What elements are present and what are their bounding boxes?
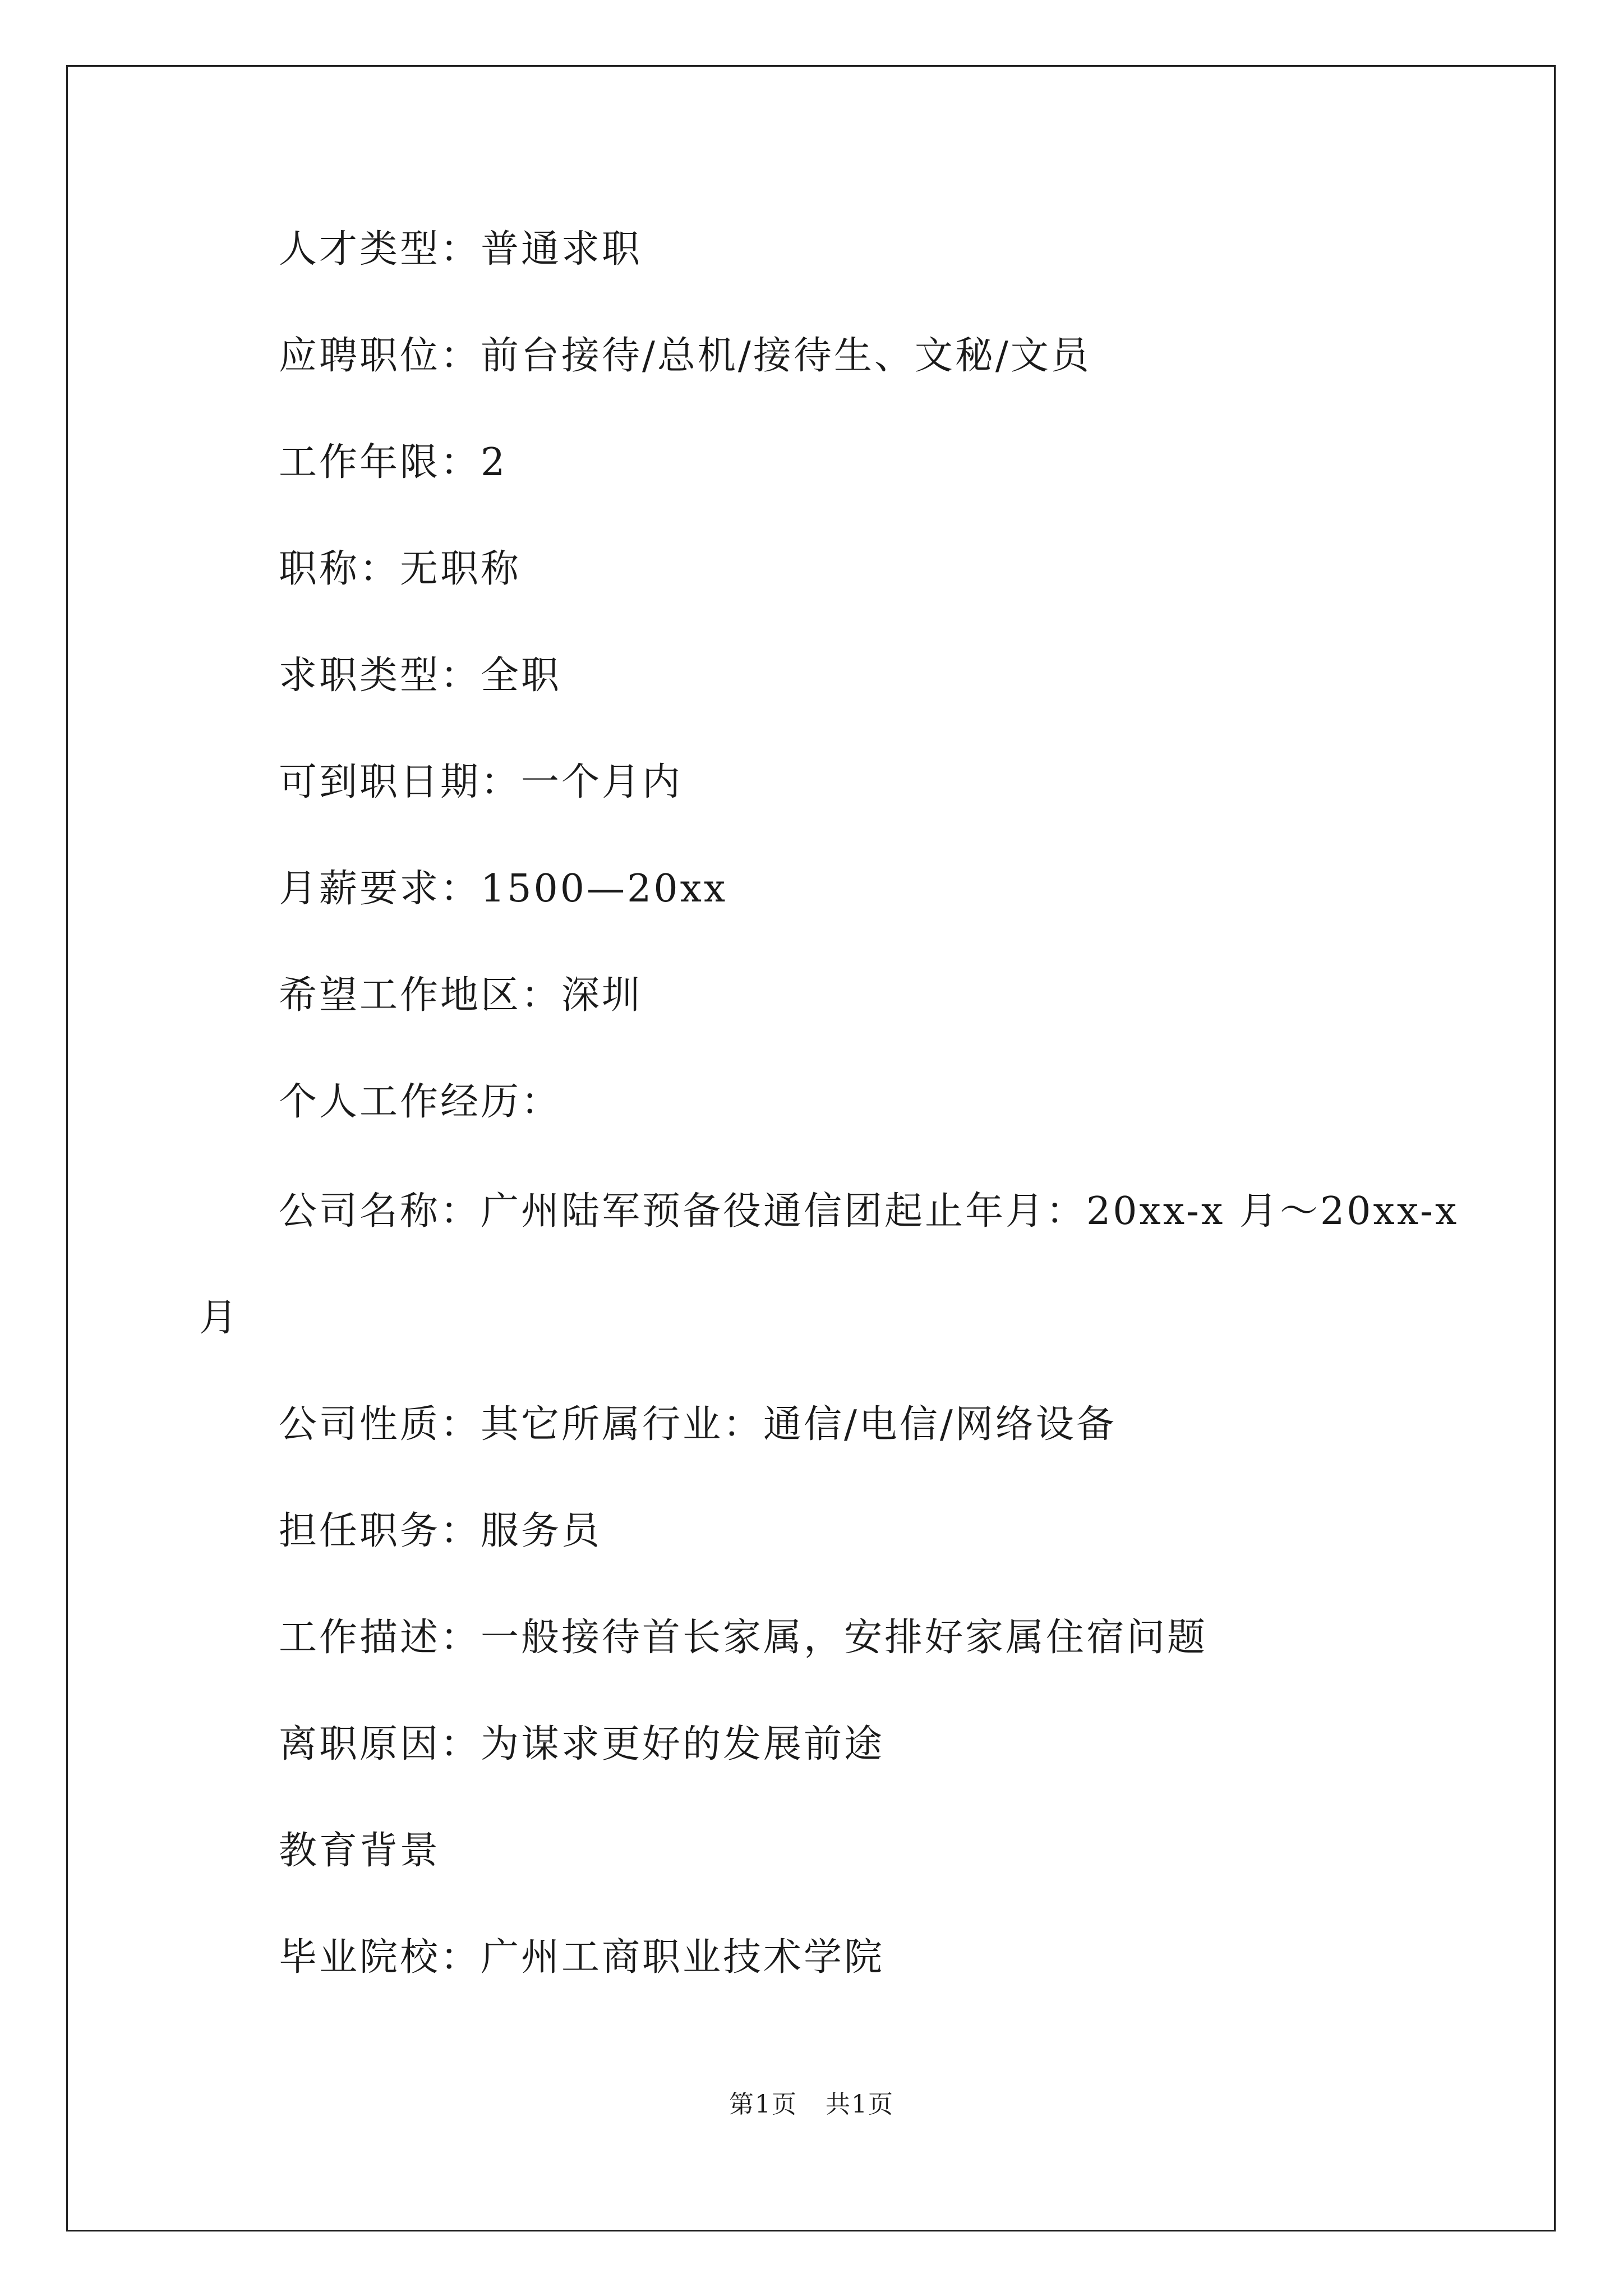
field-work-years: 工作年限：2 [279, 440, 508, 485]
field-duty: 担任职务：服务员 [279, 1509, 602, 1553]
field-job-type: 求职类型：全职 [279, 654, 562, 698]
field-position: 应聘职位：前台接待/总机/接待生、文秘/文员 [279, 334, 1091, 378]
page-footer [0, 2088, 1623, 2122]
field-school: 毕业院校：广州工商职业技术学院 [279, 1935, 885, 1980]
section-education: 教育背景 [279, 1829, 441, 1873]
field-company-nature: 公司性质：其它所属行业：通信/电信/网络设备 [279, 1402, 1117, 1447]
field-company-name-continued: 月 [199, 1296, 240, 1340]
field-available-date: 可到职日期：一个月内 [279, 760, 683, 804]
field-salary: 月薪要求：1500—20xx [279, 867, 728, 911]
field-title: 职称：无职称 [279, 547, 522, 591]
page-number-total: 共1页 [826, 2090, 894, 2119]
page-number-current: 第1页 [729, 2090, 797, 2119]
field-description: 工作描述：一般接待首长家属，安排好家属住宿问题 [279, 1616, 1208, 1660]
field-talent-type: 人才类型：普通求职 [279, 227, 643, 272]
field-company-name: 公司名称：广州陆军预备役通信团起止年月：20xx-x 月～20xx-x [279, 1189, 1459, 1234]
field-leave-reason: 离职原因：为谋求更好的发展前途 [279, 1722, 885, 1766]
field-location: 希望工作地区：深圳 [279, 973, 643, 1018]
section-work-history: 个人工作经历： [279, 1080, 562, 1124]
